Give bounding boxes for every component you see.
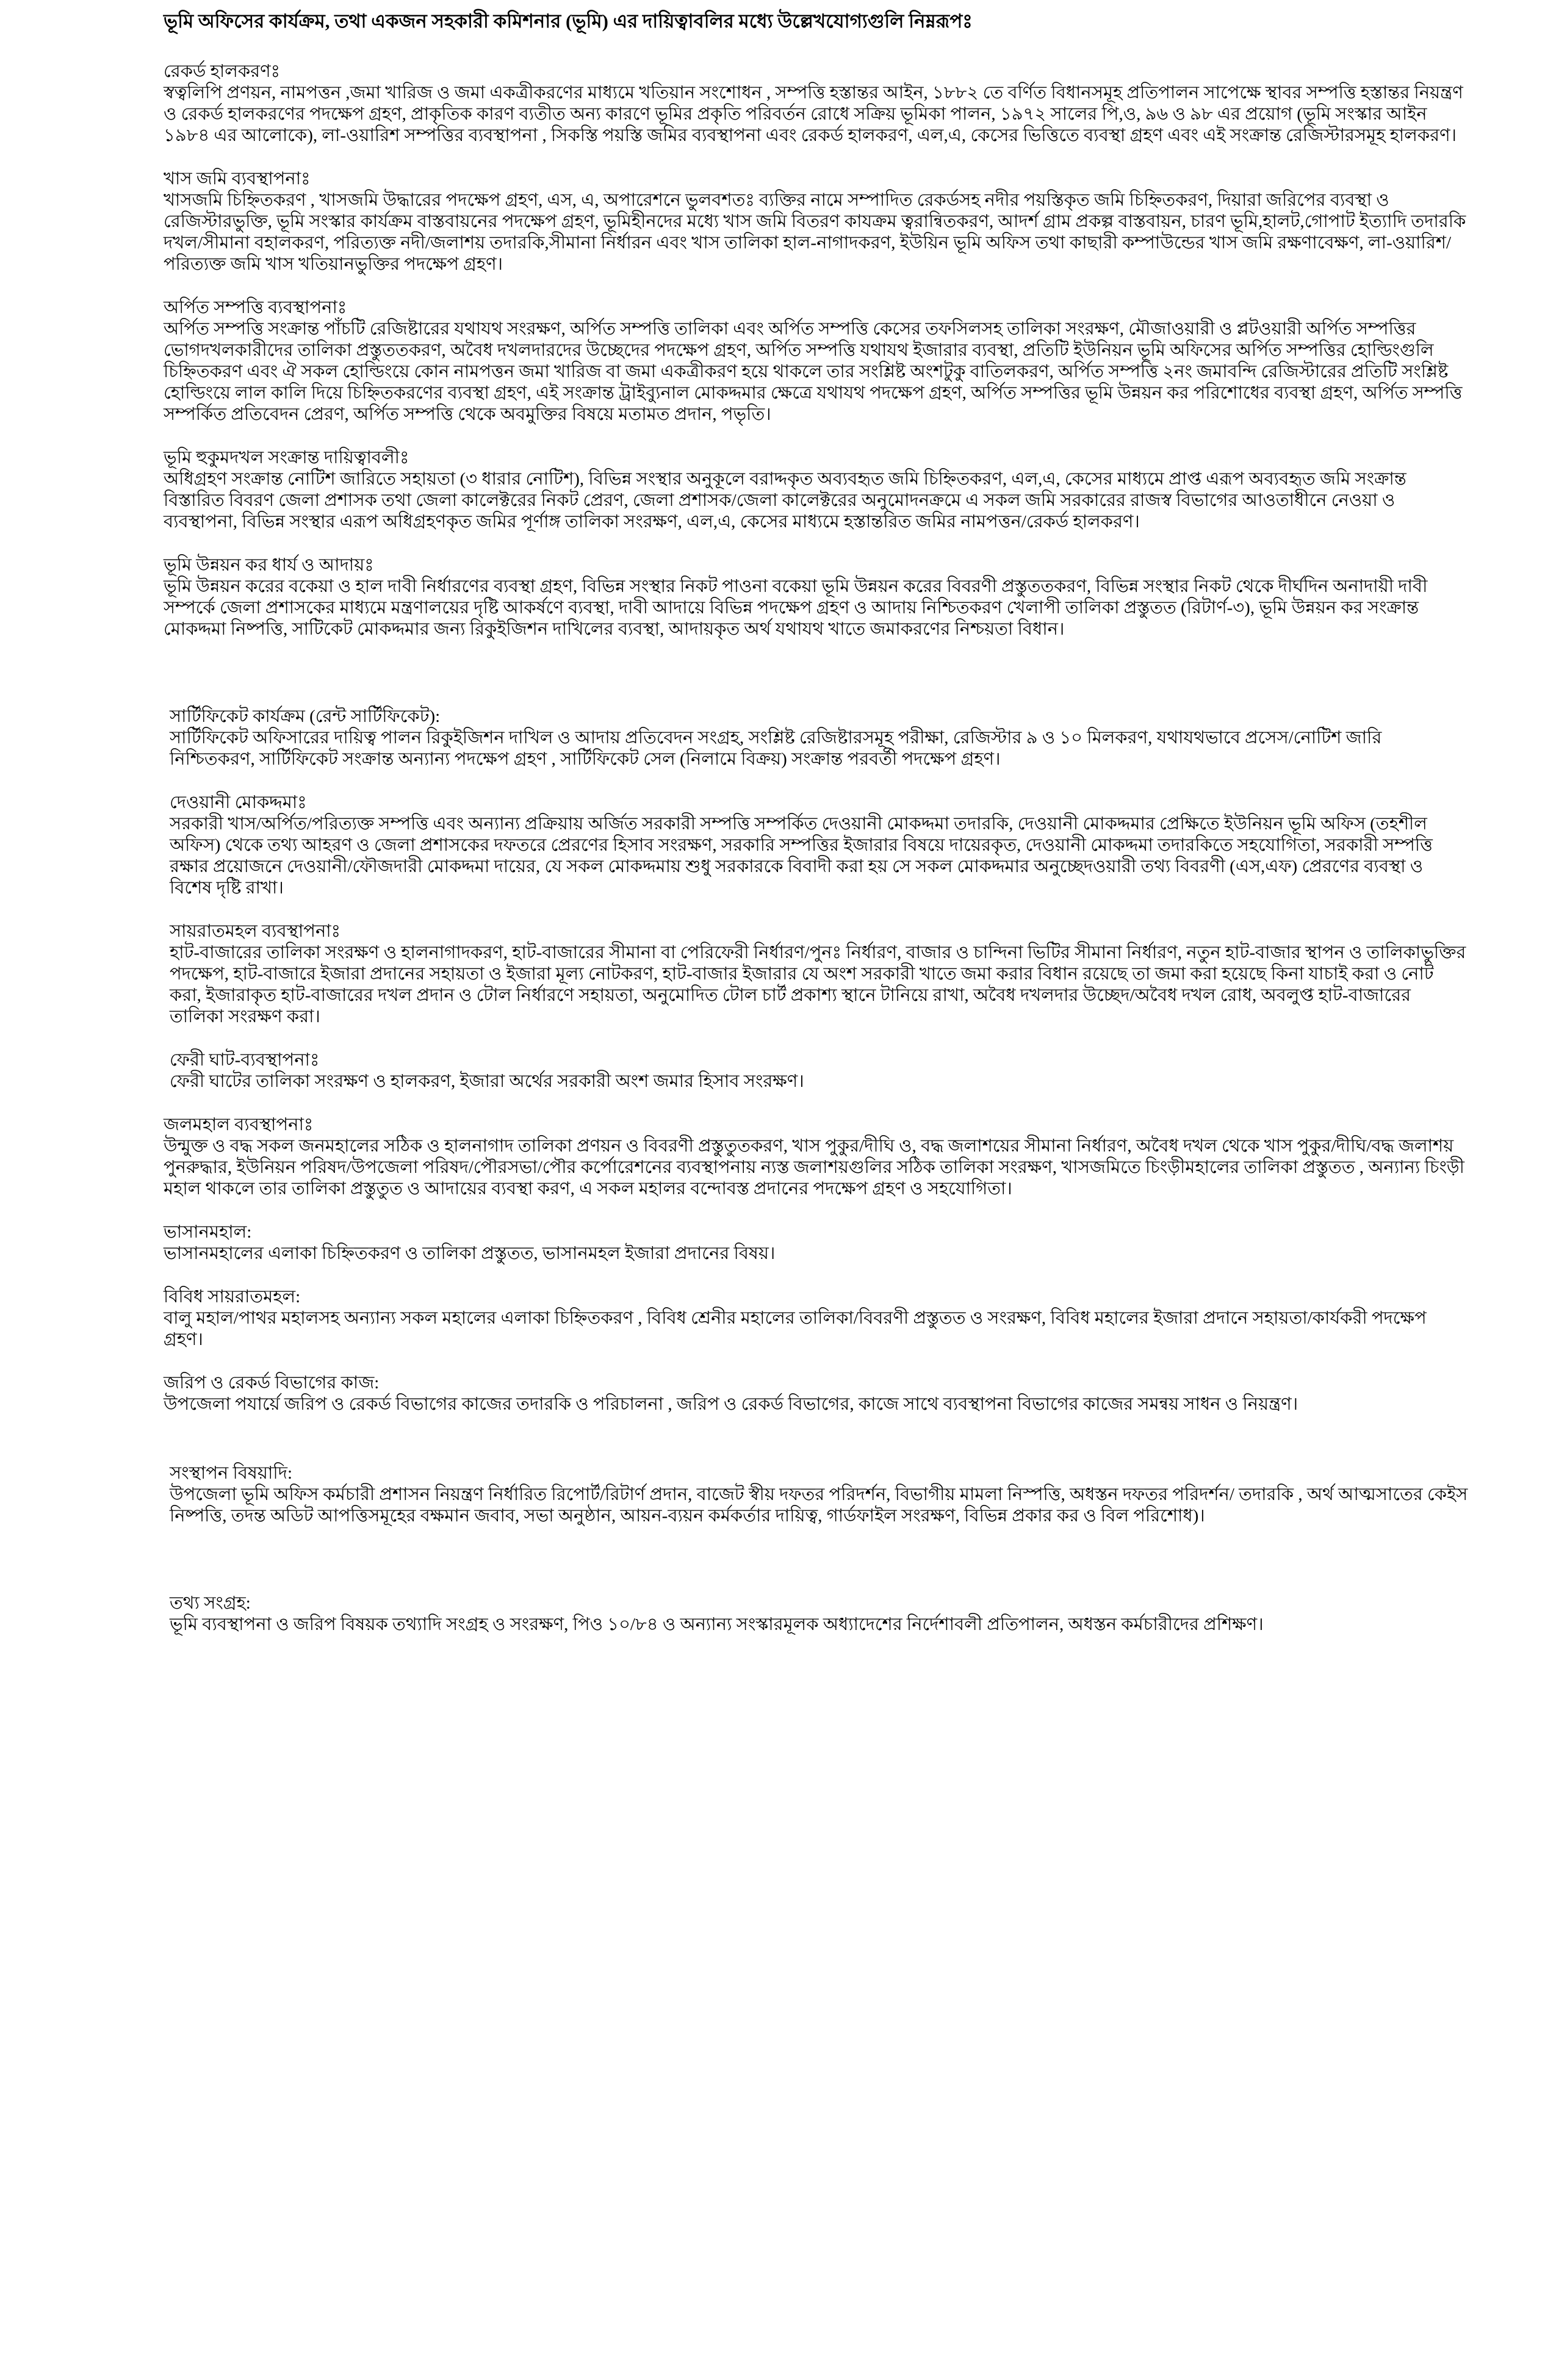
section-body: ফেরী ঘাটের তালিকা সংরক্ষণ ও হালকরণ, ইজারা অর্থের সরকারী অংশ জমার হিসাব সংরক্ষণ।: [170, 1072, 804, 1091]
section-body: সার্টিফিকেট অফিসারের দায়িত্ব পালন রিকুইজিশন দাখিল ও আদায় প্রতিবেদন সংগ্রহ, সংশ্লিষ্ট রেজিষ্টারসমূহ পরীক্ষা, রেজিস্টার ৯ ও ১০ মিলকরণ, যথাযথভাবে প্রসেস/নোটিশ জারি নিশ্চিতকরণ, সার্টিফিকেট সংক্রান্ত অন্যান্য পদক্ষেপ গ্রহণ , সার্টিফিকেট সেল (নিলামে বিক্রয়) সংক্রান্ত পরবর্তী পদক্ষেপ গ্রহণ।: [170, 728, 1382, 769]
section-vasan-mahal: [164, 1222, 1469, 1264]
section-body: অর্পিত সম্পত্তি সংক্রান্ত পাঁচটি রেজিষ্টারের যথাযথ সংরক্ষণ, অর্পিত সম্পত্তি তালিকা এবং অর্পিত সম্পত্তি কেসের তফসিলসহ তালিকা সংরক্ষণ, মৌজাওয়ারী ও প্লটওয়ারী অর্পিত সম্পত্তির ভোগদখলকারীদের তালিকা প্রস্তুততকরণ, অবৈধ দখলদারদের উচ্ছেদের পদক্ষেপ গ্রহণ, অর্পিত সম্পত্তি যথাযথ ইজারার ব্যবস্থা, প্রতিটি ইউনিয়ন ভূমি অফিসের অর্পিত সম্পত্তির হোল্ডিংগুলি চিহ্নিতকরণ এবং ঐ সকল হোল্ডিংয়ে কোন নামপত্তন জমা খারিজ বা জমা একত্রীকরণ হয়ে থাকলে তার সংশ্লিষ্ট অংশটুকু বাতিলকরণ, অর্পিত সম্পত্তি ২নং জমাবন্দি রেজিস্টারের প্রতিটি সংশ্লিষ্ট হোল্ডিংয়ে লাল কালি দিয়ে চিহ্নিতকরণের ব্যবস্থা গ্রহণ, এই সংক্রান্ত ট্রাইব্যুনাল মোকদ্দমার ক্ষেত্রে যথাযথ পদক্ষেপ গ্রহণ, অর্পিত সম্পত্তির ভূমি উন্নয়ন কর পরিশোধের ব্যবস্থা গ্রহণ, অর্পিত সম্পত্তি সম্পর্কিত প্রতিবেদন প্রেরণ, অর্পিত সম্পত্তি থেকে অবমুক্তির বিষয়ে মতামত প্রদান, পভৃতি।: [164, 319, 1463, 424]
section-heading: সংস্থাপন বিষয়াদি:: [170, 1463, 292, 1483]
section-vested-property-management: [164, 297, 1469, 425]
section-ferry-ghat-management: [164, 1050, 1469, 1092]
section-heading: দেওয়ানী মোকদ্দমাঃ: [170, 793, 307, 812]
section-information-collection: [164, 1593, 1469, 1635]
section-jalmahal-management: [164, 1114, 1469, 1200]
section-misc-sayrat-mahal: [164, 1286, 1469, 1350]
section-heading: সার্টিফিকেট কার্যক্রম (রেন্ট সার্টিফিকেট):: [170, 707, 441, 726]
section-heading: বিবিধ সায়রাতমহল:: [164, 1287, 301, 1307]
section-heading: জরিপ ও রেকর্ড বিভাগের কাজ:: [164, 1373, 380, 1393]
section-heading: তথ্য সংগ্রহ:: [170, 1593, 251, 1613]
section-khas-land-management: [164, 168, 1469, 275]
section-heading: ভূমি হুকুমদখল সংক্রান্ত দায়িত্বাবলীঃ: [164, 448, 409, 467]
section-heading: ভাসানমহাল:: [164, 1222, 252, 1242]
section-heading: জলমহাল ব্যবস্থাপনাঃ: [164, 1115, 314, 1134]
section-establishment-matters: [164, 1463, 1469, 1527]
section-body: খাসজমি চিহ্নিতকরণ , খাসজমি উদ্ধারের পদক্ষেপ গ্রহণ, এস, এ, অপারেশনে ভুলবশতঃ ব্যক্তির নামে সম্পাদিত রেকর্ডসহ নদীর পয়স্তিকৃত জমি চিহ্নিতকরণ, দিয়ারা জরিপের ব্যবস্থা ও রেজিস্টারভুক্তি, ভূমি সংস্কার কার্যক্রম বাস্তবায়নের পদক্ষেপ গ্রহণ, ভূমিহীনদের মধ্যে খাস জমি বিতরণ কাযক্রম ত্বরান্বিতকরণ, আদর্শ গ্রাম প্রকল্প বাস্তবায়ন, চারণ ভূমি,হালট,গোপাট ইত্যাদি তদারকি দখল/সীমানা বহালকরণ, পরিত্যক্ত নদী/জলাশয় তদারকি,সীমানা নির্ধারন এবং খাস তালিকা হাল-নাগাদকরণ, ইউয়িন ভূমি অফিস তথা কাছারী কম্পাউন্ডের খাস জমি রক্ষণাবেক্ষণ, লা-ওয়ারিশ/পরিত্যক্ত জমি খাস খতিয়ানভুক্তির পদক্ষেপ গ্রহণ।: [164, 190, 1466, 274]
section-heading: অর্পিত সম্পত্তি ব্যবস্থাপনাঃ: [164, 298, 347, 317]
section-body: উপজেলা পযার্য়ে জরিপ ও রেকর্ড বিভাগের কাজের তদারকি ও পরিচালনা , জরিপ ও রেকর্ড বিভাগের, কাজে সাথে ব্যবস্থাপনা বিভাগের কাজের সমন্বয় সাধন ও নিয়ন্ত্রণ।: [164, 1394, 1298, 1414]
document-title: ভূমি অফিসের কার্যক্রম, তথা একজন সহকারী কমিশনার (ভূমি) এর দায়িত্বাবলির মধ্যে উল্লেখযোগ্যগুলি নিম্নরূপঃ: [164, 10, 973, 32]
section-civil-suits: [164, 792, 1469, 899]
section-heading: ফেরী ঘাট-ব্যবস্থাপনাঃ: [170, 1050, 320, 1070]
document-content: [164, 9, 1469, 1635]
section-body: উপজেলা ভূমি অফিস কর্মচারী প্রশাসন নিয়ন্ত্রণ নির্ধারিত রিপোর্ট/রিটার্ণ প্রদান, বাজেট স্বীয় দফতর পরিদর্শন, বিভাগীয় মামলা নিস্পত্তি, অধস্তন দফতর পরিদর্শন/ তদারকি , অর্থ আত্মসাতের কেইস নিষ্পত্তি, তদন্ত অডিট আপত্তিসমূহের বক্ষমান জবাব, সভা অনুষ্ঠান, আয়ন-ব্যয়ন কর্মকর্তার দায়িত্ব, গার্ডফাইল সংরক্ষণ, বিভিন্ন প্রকার কর ও বিল পরিশোধ)।: [170, 1485, 1468, 1526]
section-heading: ভূমি উন্নয়ন কর ধার্য ও আদায়ঃ: [164, 555, 374, 575]
section-body: বালু মহাল/পাথর মহালসহ অন্যান্য সকল মহালের এলাকা চিহ্নিতকরণ , বিবিধ শ্রেনীর মহালের তালিকা/বিবরণী প্রস্তুতত ও সংরক্ষণ, বিবিধ মহালের ইজারা প্রদানে সহায়তা/কার্যকরী পদক্ষেপ গ্রহণ।: [164, 1308, 1427, 1349]
section-body: ভূমি উন্নয়ন করের বকেয়া ও হাল দাবী নির্ধারণের ব্যবস্থা গ্রহণ, বিভিন্ন সংস্থার নিকট পাওনা বকেয়া ভূমি উন্নয়ন করের বিবরণী প্রস্তুততকরণ, বিভিন্ন সংস্থার নিকট থেকে দীর্ঘদিন অনাদায়ী দাবী সম্পর্কে জেলা প্রশাসকের মাধ্যমে মন্ত্রণালয়ের দৃষ্টি আকর্ষণে ব্যবস্থা, দাবী আদায়ে বিভিন্ন পদক্ষেপ গ্রহণ ও আদায় নিশ্চিতকরণ খেলাপী তালিকা প্রস্তুতত (রিটার্ণ-৩), ভূমি উন্নয়ন কর সংক্রান্ত মোকদ্দমা নিষ্পত্তি, সাটিকেট মোকদ্দমার জন্য রিকুইজিশন দাখিলের ব্যবস্থা, আদায়কৃত অর্থ যথাযথ খাতে জমাকরণের নিশ্চয়তা বিধান।: [164, 577, 1428, 639]
section-body: ভূমি ব্যবস্থাপনা ও জরিপ বিষয়ক তথ্যাদি সংগ্রহ ও সংরক্ষণ, পিও ১০/৮৪ ও অন্যান্য সংস্কারমূলক অধ্যাদেশের নির্দেশাবলী প্রতিপালন, অধস্তন কর্মচারীদের প্রশিক্ষণ।: [170, 1615, 1264, 1634]
section-land-development-tax: [164, 555, 1469, 640]
section-heading: রেকর্ড হালকরণঃ: [164, 62, 281, 81]
section-body: ভাসানমহালের এলাকা চিহ্নিতকরণ ও তালিকা প্রস্তুতত, ভাসানমহল ইজারা প্রদানের বিষয়।: [164, 1244, 776, 1263]
section-body: উন্মুক্ত ও বদ্ধ সকল জনমহালের সঠিক ও হালনাগাদ তালিকা প্রণয়ন ও বিবরণী প্রস্তুতুতকরণ, খাস পুকুর/দীঘি ও, বদ্ধ জলাশয়ের সীমানা নির্ধারণ, অবৈধ দখল থেকে খাস পুকুর/দীঘি/বদ্ধ জলাশয় পুনরুদ্ধার, ইউনিয়ন পরিষদ/উপজেলা পরিষদ/পৌরসভা/পৌর কর্পোরেশনের ব্যবস্থাপনায় ন্যস্ত জলাশয়গুলির সঠিক তালিকা সংরক্ষণ, খাসজমিতে চিংড়ীমহালের তালিকা প্রস্তুতত , অন্যান্য চিংড়ী মহাল থাকলে তার তালিকা প্রস্তুতুত ও আদায়ের ব্যবস্থা করণ, এ সকল মহালর বন্দোবস্ত প্রদানের পদক্ষেপ গ্রহণ ও সহযোগিতা।: [164, 1136, 1464, 1199]
section-sayrat-mahal-management: [164, 921, 1469, 1028]
section-body: স্বত্বলিপি প্রণয়ন, নামপত্তন ,জমা খারিজ ও জমা একত্রীকরণের মাধ্যমে খতিয়ান সংশোধন , সম্পত্তি হস্তান্তর আইন, ১৮৮২ তে বর্ণিত বিধানসমূহ প্রতিপালন সাপেক্ষে স্থাবর সম্পত্তি হস্তান্তর নিয়ন্ত্রণ ও রেকর্ড হালকরণের পদক্ষেপ গ্রহণ, প্রাকৃতিক কারণ ব্যতীত অন্য কারণে ভূমির প্রকৃতি পরিবর্তন রোধে সক্রিয় ভূমিকা পালন, ১৯৭২ সালের পি,ও, ৯৬ ও ৯৮ এর প্রয়োগ (ভূমি সংস্কার আইন ১৯৮৪ এর আলোকে), লা-ওয়ারিশ সম্পত্তির ব্যবস্থাপনা , সিকস্তি পয়স্তি জমির ব্যবস্থাপনা এবং রেকর্ড হালকরণ, এল,এ, কেসের ভিত্তিতে ব্যবস্থা গ্রহণ এবং এই সংক্রান্ত রেজিস্টারসমূহ হালকরণ।: [164, 83, 1463, 145]
section-heading: খাস জমি ব্যবস্থাপনাঃ: [164, 169, 311, 189]
section-body: অধিগ্রহণ সংক্রান্ত নোটিশ জারিতে সহায়তা (৩ ধারার নোটিশ), বিভিন্ন সংস্থার অনুকূলে বরাদ্দকৃত অব্যবহৃত জমি চিহ্নিতকরণ, এল,এ, কেসের মাধ্যমে প্রাপ্ত এরূপ অব্যবহৃত জমি সংক্রান্ত বিস্তারিত বিবরণ জেলা প্রশাসক তথা জেলা কালেক্টরের নিকট প্রেরণ, জেলা প্রশাসক/জেলা কালেক্টরের অনুমোদনক্রমে এ সকল জমি সরকারের রাজস্ব বিভাগের আওতাধীনে নেওয়া ও ব্যবস্থাপনা, বিভিন্ন সংস্থার এরূপ অধিগ্রহণকৃত জমির পূর্ণাঙ্গ তালিকা সংরক্ষণ, এল,এ, কেসের মাধ্যমে হস্তান্তরিত জমির নামপত্তন/রেকর্ড হালকরণ।: [164, 469, 1407, 532]
section-land-requisition-duties: [164, 447, 1469, 533]
section-certificate-proceedings: [164, 706, 1469, 770]
section-record-update: [164, 61, 1469, 146]
section-body: হাট-বাজারের তালিকা সংরক্ষণ ও হালনাগাদকরণ, হাট-বাজারের সীমানা বা পেরিফেরী নির্ধারণ/পুনঃ নির্ধারণ, বাজার ও চান্দিনা ভিটির সীমানা নির্ধারণ, নতুন হাট-বাজার স্থাপন ও তালিকাভুক্তির পদক্ষেপ, হাট-বাজারে ইজারা প্রদানের সহায়তা ও ইজারা মূল্য নোটকরণ, হাট-বাজার ইজারার যে অংশ সরকারী খাতে জমা করার বিধান রয়েছে তা জমা করা হয়েছে কিনা যাচাই করা ও নোট করা, ইজারাকৃত হাট-বাজারের দখল প্রদান ও টোল নির্ধারণে সহায়তা, অনুমোদিত টোল চার্ট প্রকাশ্য স্থানে টানিয়ে রাখা, অবৈধ দখলদার উচ্ছেদ/অবৈধ দখল রোধ, অবলুপ্ত হাট-বাজারের তালিকা সংরক্ষণ করা।: [170, 943, 1466, 1026]
section-heading: সায়রাতমহল ব্যবস্থাপনাঃ: [170, 921, 341, 941]
section-survey-and-records: [164, 1372, 1469, 1415]
section-body: সরকারী খাস/অর্পিত/পরিত্যক্ত সম্পত্তি এবং অন্যান্য প্রক্রিয়ায় অর্জিত সরকারী সম্পত্তি সম্পর্কিত দেওয়ানী মোকদ্দমা তদারকি, দেওয়ানী মোকদ্দমার প্রেক্ষিতে ইউনিয়ন ভূমি অফিস (তহশীল অফিস) থেকে তথ্য আহরণ ও জেলা প্রশাসকের দফতরে প্রেরণের হিসাব সংরক্ষণ, সরকারি সম্পত্তির ইজারার বিষয়ে দায়েরকৃত, দেওয়ানী মোকদ্দমা তদারকিতে সহযোগিতা, সরকারী সম্পত্তি রক্ষার প্রয়োজনে দেওয়ানী/ফৌজদারী মোকদ্দমা দায়ের, যে সকল মোকদ্দমায় শুধু সরকারকে বিবাদী করা হয় সে সকল মোকদ্দমার অনুচ্ছেদওয়ারী তথ্য বিবরণী (এস,এফ) প্রেরণের ব্যবস্থা ও বিশেষ দৃষ্টি রাখা।: [170, 814, 1433, 898]
